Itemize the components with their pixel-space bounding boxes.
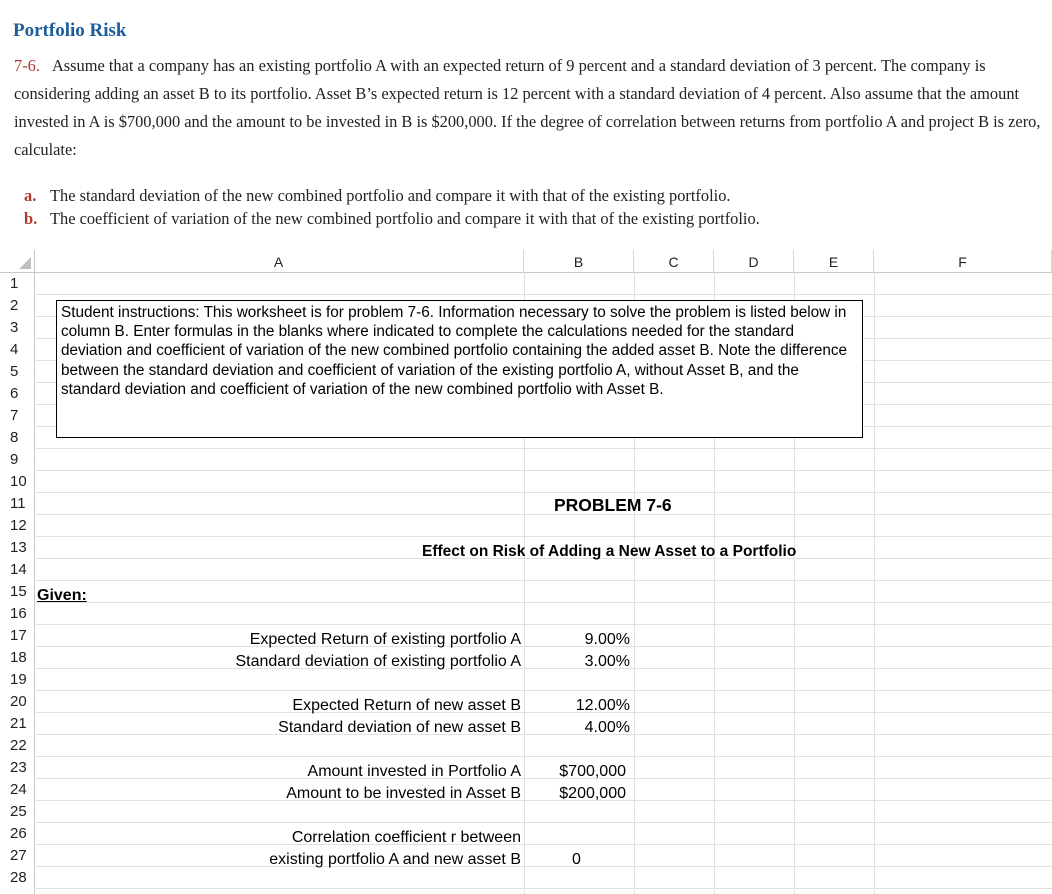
row-header[interactable]: 2 bbox=[10, 297, 19, 314]
given-label-return-b: Expected Return of new asset B bbox=[292, 697, 521, 714]
row-header[interactable]: 9 bbox=[10, 451, 19, 468]
gridline bbox=[34, 294, 1052, 295]
row-header[interactable]: 16 bbox=[10, 605, 27, 622]
problem-statement bbox=[0, 0, 1052, 238]
gridline bbox=[34, 602, 1052, 603]
row-header[interactable]: 24 bbox=[10, 781, 27, 798]
row-header[interactable]: 19 bbox=[10, 671, 27, 688]
select-all-triangle-icon bbox=[19, 257, 31, 269]
row-header[interactable]: 26 bbox=[10, 825, 27, 842]
row-header[interactable]: 3 bbox=[10, 319, 19, 336]
given-label-amount-a: Amount invested in Portfolio A bbox=[307, 763, 521, 780]
row-header[interactable]: 17 bbox=[10, 627, 27, 644]
select-all-button[interactable] bbox=[0, 250, 35, 272]
row-header[interactable]: 7 bbox=[10, 407, 19, 424]
given-label-sd-b: Standard deviation of new asset B bbox=[278, 719, 521, 736]
column-header-a[interactable]: A bbox=[34, 250, 524, 272]
row-header[interactable]: 22 bbox=[10, 737, 27, 754]
row-header[interactable]: 21 bbox=[10, 715, 27, 732]
column-header-d[interactable]: D bbox=[714, 250, 794, 272]
given-value-sd-b[interactable]: 4.00% bbox=[584, 719, 630, 736]
gridline bbox=[34, 844, 1052, 845]
given-label: Given: bbox=[37, 587, 87, 604]
part-a bbox=[24, 184, 760, 207]
row-header[interactable]: 18 bbox=[10, 649, 27, 666]
given-label-correlation-line1: Correlation coefficient r between bbox=[291, 829, 521, 846]
gridline bbox=[34, 470, 1052, 471]
given-value-amount-a[interactable]: $700,000 bbox=[559, 763, 626, 780]
row-header[interactable]: 13 bbox=[10, 539, 27, 556]
part-letter: a. bbox=[24, 186, 37, 205]
gridline bbox=[34, 822, 1052, 823]
row-header[interactable]: 12 bbox=[10, 517, 27, 534]
part-text: The standard deviation of the new combined portfolio and compare it with that of the existing portfolio. bbox=[50, 186, 731, 205]
problem-body: Assume that a company has an existing portfolio A with an expected return of 9 percent and a standard deviation of 3 percent. The company is considering adding an asset B to its portfolio. Asset B’s expected return is 12 percent with a standard deviation of 4 percent. Also assume that the amount invested in A is $700,000 and the amount to be invested in B is $200,000. If the degree of correlation between returns from portfolio A and project B is zero, calculate: bbox=[14, 56, 1041, 159]
gridline bbox=[34, 536, 1052, 537]
row-header[interactable]: 8 bbox=[10, 429, 19, 446]
given-value-return-a[interactable]: 9.00% bbox=[584, 631, 630, 648]
part-letter: b. bbox=[24, 209, 38, 228]
row-header[interactable]: 4 bbox=[10, 341, 19, 358]
gridline bbox=[34, 580, 1052, 581]
gridline bbox=[34, 514, 1052, 515]
given-label-correlation-line2: existing portfolio A and new asset B bbox=[269, 851, 521, 868]
given-label-amount-b: Amount to be invested in Asset B bbox=[286, 785, 521, 802]
row-header[interactable]: 23 bbox=[10, 759, 27, 776]
row-header[interactable]: 15 bbox=[10, 583, 27, 600]
row-header[interactable]: 14 bbox=[10, 561, 27, 578]
given-value-correlation[interactable]: 0 bbox=[572, 851, 581, 868]
gridline bbox=[34, 624, 1052, 625]
given-value-sd-a[interactable]: 3.00% bbox=[584, 653, 630, 670]
column-header-row bbox=[0, 250, 1052, 273]
problem-number: 7-6. bbox=[14, 56, 40, 75]
row-header[interactable]: 6 bbox=[10, 385, 19, 402]
given-label-return-a: Expected Return of existing portfolio A bbox=[249, 631, 521, 648]
part-b bbox=[24, 207, 760, 230]
row-header[interactable]: 28 bbox=[10, 869, 27, 886]
part-text: The coefficient of variation of the new combined portfolio and compare it with that of the existing portfolio. bbox=[50, 209, 760, 228]
row-header[interactable]: 5 bbox=[10, 363, 19, 380]
instructions-textbox[interactable]: Student instructions: This worksheet is for problem 7-6. Information necessary to solve the problem is listed below in column B. Enter formulas in the blanks where indicated to complete the calculations needed for the standard deviation and coefficient of variation of the new combined portfolio containing the added asset B. Note the difference between the standard deviation and coefficient of variation of the existing portfolio A, without Asset B, and the standard deviation and coefficient of variation of the new combined portfolio with Asset B. bbox=[56, 300, 863, 438]
given-label-sd-a: Standard deviation of existing portfolio A bbox=[235, 653, 521, 670]
column-header-c[interactable]: C bbox=[634, 250, 714, 272]
row-header[interactable]: 11 bbox=[10, 495, 26, 512]
table-subtitle: Effect on Risk of Adding a New Asset to a Portfolio bbox=[422, 543, 797, 560]
row-header[interactable]: 1 bbox=[10, 275, 19, 292]
gridline bbox=[34, 866, 1052, 867]
given-value-amount-b[interactable]: $200,000 bbox=[559, 785, 626, 802]
gridline bbox=[34, 888, 1052, 889]
row-header[interactable]: 10 bbox=[10, 473, 27, 490]
column-header-f[interactable]: F bbox=[874, 250, 1052, 272]
spreadsheet bbox=[0, 250, 1052, 894]
given-value-return-b[interactable]: 12.00% bbox=[575, 697, 630, 714]
problem-parts bbox=[24, 184, 760, 230]
column-header-e[interactable]: E bbox=[794, 250, 874, 272]
column-header-b[interactable]: B bbox=[524, 250, 634, 272]
gridline bbox=[34, 756, 1052, 757]
gridline bbox=[34, 492, 1052, 493]
row-header[interactable]: 20 bbox=[10, 693, 27, 710]
row-header[interactable]: 25 bbox=[10, 803, 27, 820]
problem-text bbox=[14, 52, 1044, 164]
section-title: Portfolio Risk bbox=[13, 20, 127, 41]
gridline bbox=[34, 690, 1052, 691]
gridline bbox=[34, 448, 1052, 449]
row-header[interactable]: 27 bbox=[10, 847, 27, 864]
problem-title: PROBLEM 7-6 bbox=[554, 495, 672, 515]
